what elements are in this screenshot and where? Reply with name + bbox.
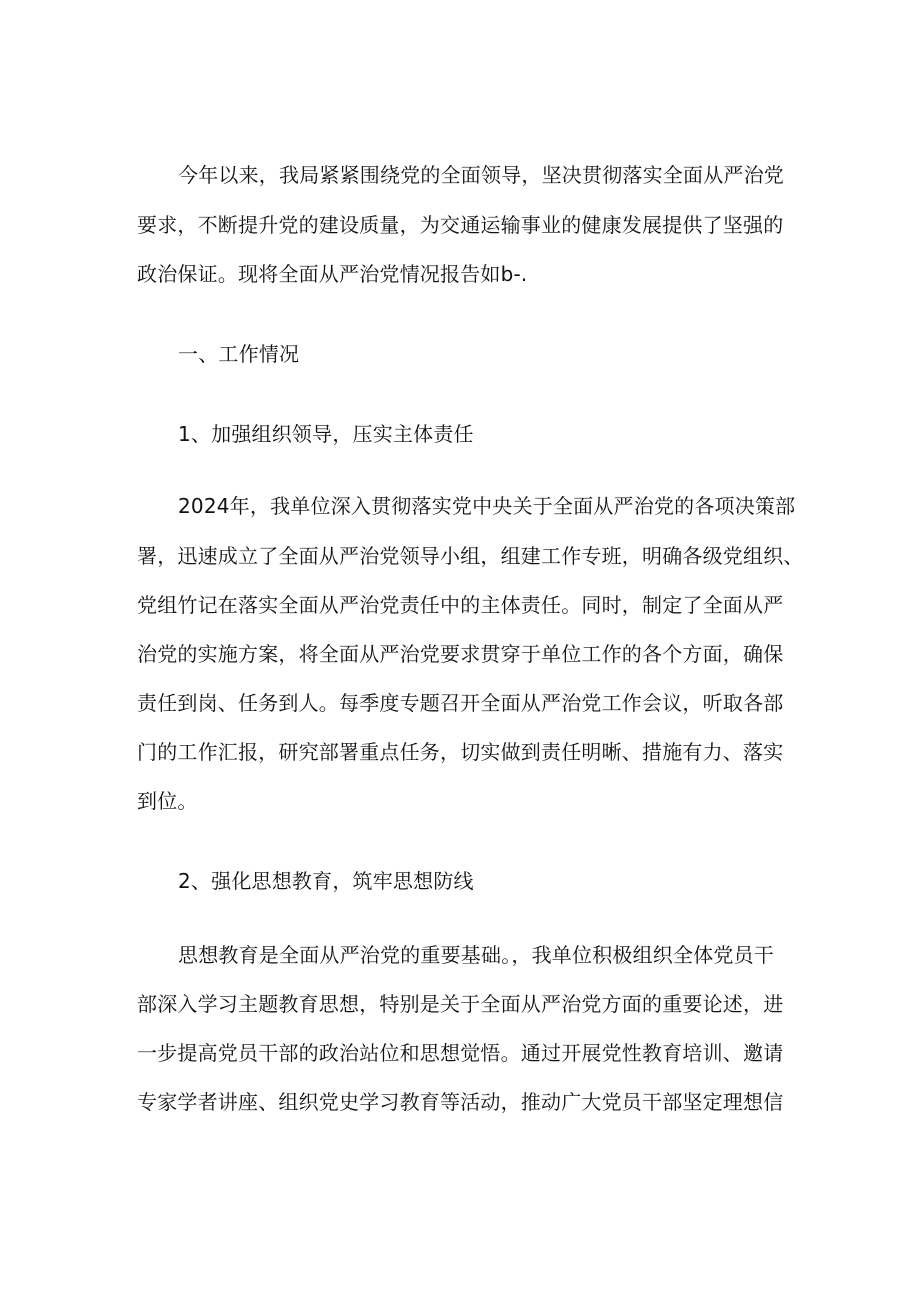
intro-line-3: 政治保证。现将全面从严治党情况报告如b-. [137,262,528,286]
section-1-heading: 一、工作情况 [178,342,300,366]
item-1-heading: 1、加强组织领导，压实主体责任 [178,422,474,446]
item-1-line-2: 署，迅速成立了全面从严治党领导小组，组建工作专班，明确各级党组织、 [137,544,804,568]
item-1-line-7: 到位。 [137,789,198,813]
item-1-line-6: 门的工作汇报，研究部署重点任务，切实做到责任明晰、措施有力、落实 [137,740,784,764]
intro-line-2: 要求，不断提升党的建设质量，为交通运输事业的健康发展提供了坚强的 [137,213,784,237]
item-1-line-1: 2024年，我单位深入贯彻落实党中央关于全面从严治党的各项决策部 [178,494,796,518]
item-1-line-4: 治党的实施方案，将全面从严治党要求贯穿于单位工作的各个方面，确保 [137,642,784,666]
item-2-line-2: 部深入学习主题教育思想，特别是关于全面从严治党方面的重要论述，进 [137,992,784,1016]
item-2-heading: 2、强化思想教育，筑牢思想防线 [178,869,474,893]
intro-line-1: 今年以来，我局紧紧围绕党的全面领导，坚决贯彻落实全面从严治党 [178,163,784,187]
item-2-line-1: 思想教育是全面从严治党的重要基础。，我单位积极组织全体党员干 [178,943,774,967]
item-2-line-3: 一步提高党员干部的政治站位和思想觉悟。通过开展党性教育培训、邀请 [137,1041,784,1065]
item-1-line-5: 责任到岗、任务到人。每季度专题召开全面从严治党工作会议，听取各部 [137,691,784,715]
item-1-line-3: 党组竹记在落实全面从严治党责任中的主体责任。同时，制定了全面从严 [137,593,784,617]
item-2-line-4: 专家学者讲座、组织党史学习教育等活动，推动广大党员干部坚定理想信 [137,1090,784,1114]
